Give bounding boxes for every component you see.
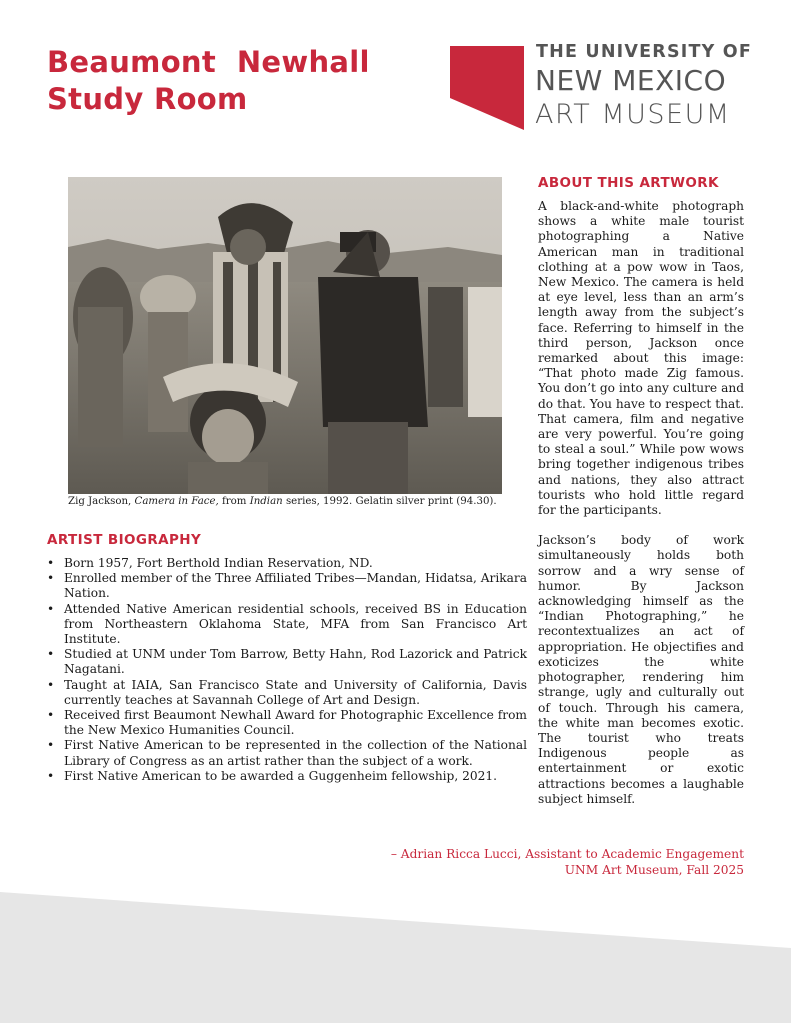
title-line-2: Study Room: [47, 82, 248, 116]
credit-line-2: UNM Art Museum, Fall 2025: [564, 862, 744, 877]
footer-band: [0, 880, 791, 1023]
title-line-1: Beaumont Newhall: [47, 45, 370, 79]
caption-artwork-title: Camera in Face,: [134, 496, 219, 507]
logo-line-3: ART MUSEUM: [535, 99, 731, 130]
museum-logo: [450, 42, 753, 134]
caption-from: from: [218, 496, 250, 507]
logo-line-1: THE UNIVERSITY OF: [536, 42, 753, 62]
list-item: • Born 1957, Fort Berthold Indian Reservation, ND.: [47, 556, 527, 571]
artwork-photograph: [68, 177, 502, 494]
about-heading: ABOUT THIS ARTWORK: [538, 175, 719, 191]
about-text: [538, 199, 744, 822]
caption-series: Indian: [249, 496, 283, 507]
about-paragraph-1: A black-and-white photograph shows a white male tourist photographing a Native American man in traditional clothing at a pow wow in Taos, New Mexico. The camera is held at eye level, less than an arm’s length away from the subject’s face. Referring to himself in the third person, Jackson once remarked about this image: “That photo made Zig famous. You don’t go into any culture and do that. You have to respect that. That camera, film and negative are very powerful. You’re going to steal a soul.” While pow wows bring together indigenous tribes and nations, they also attract tourists who hold little regard for the participants.: [538, 199, 744, 518]
caption-details: series, 1992. Gelatin silver print (94.30).: [282, 496, 497, 507]
list-item: • First Native American to be awarded a Guggenheim fellowship, 2021.: [47, 769, 527, 784]
biography-list: [47, 556, 527, 784]
logo-mark-icon: [450, 46, 526, 130]
list-item: • Studied at UNM under Tom Barrow, Betty Hahn, Rod Lazorick and Patrick Nagatani.: [47, 647, 527, 677]
about-paragraph-2: Jackson’s body of work simultaneously holds both sorrow and a wry sense of humor. By Jackson acknowledging himself as the “Indian Photographing,” he recontextualizes an act of appropriation. He objectifies and exoticizes the white photographer, rendering him strange, ugly and culturally out of touch. Through his camera, the white man becomes exotic. The tourist who treats Indigenous people as entertainment or exotic attractions becomes a laughable subject himself.: [538, 533, 744, 806]
list-item: • Taught at IAIA, San Francisco State and University of California, Davis currently teaches at Savannah College of Art and Design.: [47, 678, 527, 708]
list-item: • Received first Beaumont Newhall Award for Photographic Excellence from the New Mexico Humanities Council.: [47, 708, 527, 738]
author-credit: [391, 847, 744, 878]
credit-line-1: – Adrian Ricca Lucci, Assistant to Academic Engagement: [390, 847, 744, 861]
list-item: • First Native American to be represented in the collection of the National Library of Congress as an artist rather than the subject of a work.: [47, 738, 527, 768]
page-title: [47, 44, 370, 118]
artwork-caption: [68, 496, 508, 507]
list-item: • Enrolled member of the Three Affiliated Tribes—Mandan, Hidatsa, Arikara Nation.: [47, 571, 527, 601]
biography-heading: ARTIST BIOGRAPHY: [47, 532, 202, 548]
list-item: • Attended Native American residential schools, received BS in Education from Northeastern Oklahoma State, MFA from San Francisco Art Institute.: [47, 602, 527, 648]
logo-line-2: NEW MEXICO: [535, 64, 727, 97]
caption-artist: Zig Jackson,: [68, 496, 135, 507]
